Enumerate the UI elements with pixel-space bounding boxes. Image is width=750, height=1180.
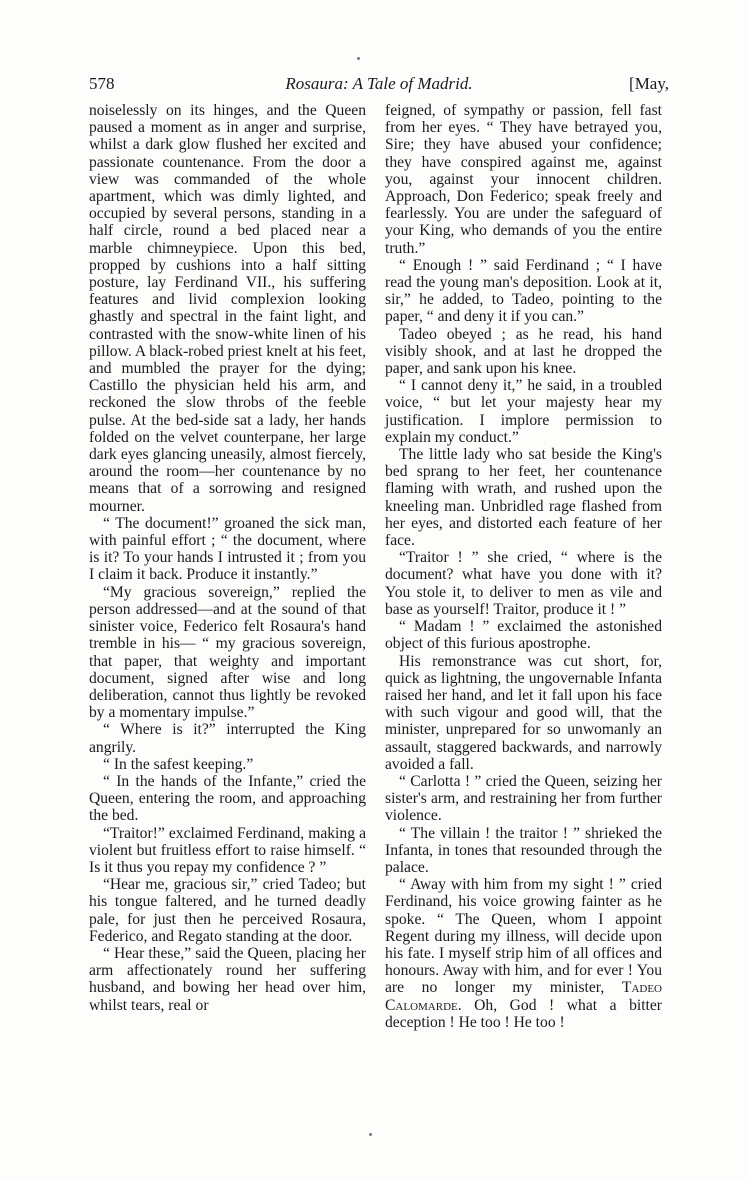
- paragraph: “My gracious sovereign,” replied the person addressed—and at the sound of that sinister voice, Federico felt Rosaura's hand tremble in his— “ my gracious sovereign, that paper, that weighty and important document, signed after wise and long deliberation, cannot thus lightly be revoked by a momentary impulse.”: [89, 583, 366, 722]
- paragraph: “ Where is it?” interrupted the King angrily.: [89, 721, 366, 756]
- running-title: Rosaura: A Tale of Madrid.: [285, 74, 473, 93]
- right-column: [385, 102, 662, 1031]
- print-speck: [369, 1133, 372, 1136]
- paragraph: “ Enough ! ” said Ferdinand ; “ I have read the young man's deposition. Look at it, sir,” he added, to Tadeo, pointing to the paper, “ and deny it if you can.”: [385, 256, 662, 326]
- issue-month: [May,: [629, 74, 669, 93]
- paragraph: “ In the hands of the Infante,” cried the Queen, entering the room, and approaching the bed.: [89, 772, 366, 825]
- paragraph: feigned, of sympathy or passion, fell fast from her eyes. “ They have betrayed you, Sire; they have abused your confidence; they have conspired against me, against you, against your innocent children. Approach, Don Federico; speak freely and fearlessly. You are under the safeguard of your King, who demands of you the entire truth.”: [385, 102, 662, 257]
- paragraph: [385, 876, 662, 1031]
- paragraph: noiselessly on its hinges, and the Queen paused a moment as in anger and surprise, whilst a dark glow flushed her excited and passionate countenance. From the door a view was commanded of the whole apartment, which was dimly lighted, and occupied by several persons, standing in a half circle, round a bed placed near a marble chimneypiece. Upon this bed, propped by cushions into a half sitting posture, lay Ferdinand VII., his suffering features and livid complexion looking ghastly and spectral in the faint light, and contrasted with the snow-white linen of his pillow. A black-robed priest knelt at his feet, and mumbled the prayer for the dying; Castillo the physician held his arm, and reckoned the slow throbs of the feeble pulse. At the bed-side sat a lady, her hands folded on the velvet counterpane, her large dark eyes glancing uneasily, almost fiercely, around the room—her countenance by no means that of a sorrowing and resigned mourner.: [89, 102, 366, 515]
- paragraph: “ Madam ! ” exclaimed the astonished object of this furious apostrophe.: [385, 618, 662, 653]
- paragraph: “ Hear these,” said the Queen, placing her arm affectionately round her suffering husband, and bowing her head over him, whilst tears, real or: [89, 944, 366, 1014]
- paragraph: “Traitor ! ” she cried, “ where is the document? what have you done with it? You stole it, to deliver to men as vile and base as yourself! Traitor, produce it ! ”: [385, 549, 662, 618]
- paragraph: “Hear me, gracious sir,” cried Tadeo; but his tongue faltered, and he turned deadly pale, for just then he perceived Rosaura, Federico, and Regato standing at the door.: [89, 876, 366, 945]
- small-caps-name: Tadeo Calomarde: [385, 979, 662, 1014]
- paragraph: “ Carlotta ! ” cried the Queen, seizing her sister's arm, and restraining her from further violence.: [385, 772, 662, 825]
- left-column: [89, 102, 366, 1014]
- paragraph: “ I cannot deny it,” he said, in a troubled voice, “ but let your majesty hear my justification. I implore permission to explain my conduct.”: [385, 377, 662, 446]
- running-header: [89, 74, 669, 98]
- paragraph: “Traitor!” exclaimed Ferdinand, making a violent but fruitless effort to raise himself. “ Is it thus you repay my confidence ? ”: [89, 824, 366, 876]
- paragraph: His remonstrance was cut short, for, quick as lightning, the ungovernable Infanta raised her hand, and let it fall upon his face with such vigour and good will, that the minister, unprepared for so unwomanly an assault, staggered backwards, and narrowly avoided a fall.: [385, 652, 662, 773]
- print-speck: [357, 57, 360, 60]
- paragraph: Tadeo obeyed ; as he read, his hand visibly shook, and at last he dropped the paper, and sank upon his knee.: [385, 325, 662, 378]
- paragraph: The little lady who sat beside the King's bed sprang to her feet, her countenance flaming with wrath, and rushed upon the kneeling man. Unbridled rage flashed from her eyes, and distorted each feature of her face.: [385, 446, 662, 550]
- page-number: 578: [89, 74, 115, 93]
- paragraph: “ The document!” groaned the sick man, with painful effort ; “ the document, where is it? To your hands I intrusted it ; from you I claim it back. Produce it instantly.”: [89, 514, 366, 584]
- paragraph-text: “ Away with him from my sight ! ” cried Ferdinand, his voice growing fainter as he spoke. “ The Queen, whom I appoint Regent during my illness, will decide upon his fate. I myself strip him of all offices and honours. Away with him, and for ever ! You are no longer my minister,: [385, 876, 662, 997]
- paragraph-tail: . Oh, God ! what a bitter deception ! He too ! He too !: [385, 996, 662, 1031]
- paragraph: “ In the safest keeping.”: [103, 755, 254, 773]
- paragraph: “ The villain ! the traitor ! ” shrieked the Infanta, in tones that resounded through the palace.: [385, 824, 662, 876]
